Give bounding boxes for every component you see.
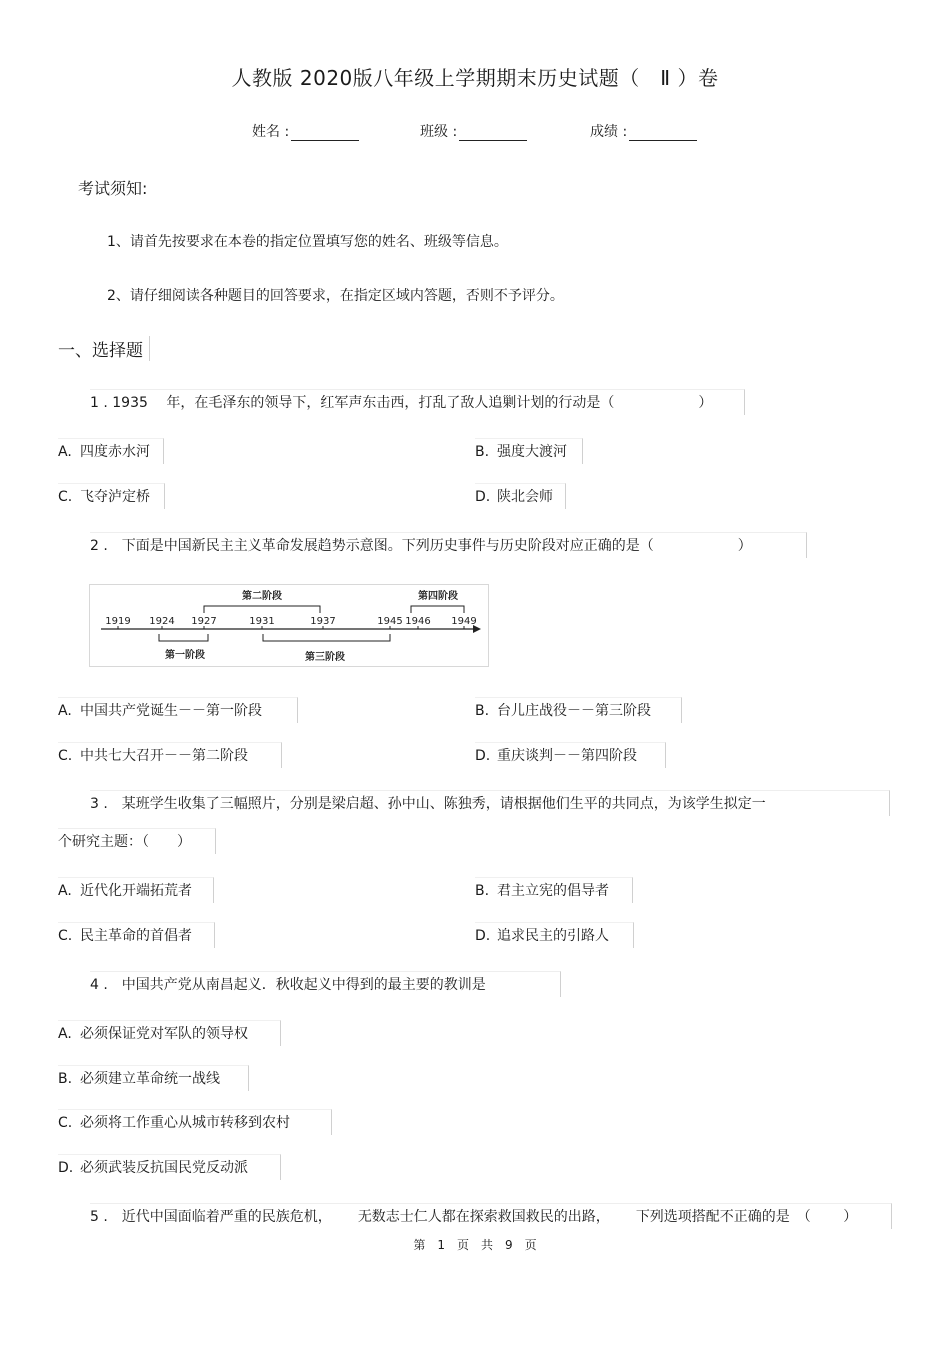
year-label: 1946 xyxy=(405,616,431,627)
stage2-bracket xyxy=(204,606,320,613)
notice-item: 2、请仔细阅读各种题目的回答要求，在指定区域内答题，否则不予评分。 xyxy=(107,288,564,304)
option-letter: C. xyxy=(58,489,73,505)
year-label: 1945 xyxy=(377,616,403,627)
name-field[interactable] xyxy=(252,121,359,141)
question-stem-3-cont: 个研究主题：（ ） xyxy=(58,828,216,854)
question-stem-2: 2 . 下面是中国新民主主义革命发展趋势示意图。下列历史事件与历史阶段对应正确的是（ ） xyxy=(90,532,807,558)
name-label: 姓名 : xyxy=(252,124,290,140)
option-text: 必须将工作重心从城市转移到农村 xyxy=(80,1115,290,1131)
name-blank[interactable] xyxy=(291,126,359,141)
option-1d[interactable] xyxy=(475,483,566,509)
option-1c[interactable] xyxy=(58,483,165,509)
option-3d[interactable] xyxy=(475,922,634,948)
option-2a[interactable] xyxy=(58,697,298,723)
option-letter: C. xyxy=(58,1115,73,1131)
option-letter: A. xyxy=(58,1026,72,1042)
option-letter: D. xyxy=(475,748,491,764)
option-text: 必须建立革命统一战线 xyxy=(80,1071,220,1087)
option-text: 中共七大召开－－第二阶段 xyxy=(80,748,248,764)
question-stem-5-part: 下列选项搭配不正确的是 （ ） xyxy=(635,1209,858,1225)
stage4-bracket xyxy=(411,606,464,613)
option-text: 陕北会师 xyxy=(497,489,553,505)
year-label: 1919 xyxy=(105,616,131,627)
option-4d[interactable] xyxy=(58,1154,281,1180)
option-4a[interactable] xyxy=(58,1020,281,1046)
option-text: 必须武装反抗国民党反动派 xyxy=(80,1160,248,1176)
option-text: 强度大渡河 xyxy=(497,444,567,460)
option-letter: B. xyxy=(58,1071,73,1087)
option-3b[interactable] xyxy=(475,877,633,903)
option-2c[interactable] xyxy=(58,742,282,768)
stage4-label: 第四阶段 xyxy=(418,591,458,602)
option-text: 重庆谈判－－第四阶段 xyxy=(497,748,637,764)
option-letter: B. xyxy=(475,703,490,719)
option-2b[interactable] xyxy=(475,697,682,723)
class-label: 班级 : xyxy=(420,124,458,140)
option-3a[interactable] xyxy=(58,877,214,903)
option-2d[interactable] xyxy=(475,742,666,768)
option-letter: D. xyxy=(475,489,491,505)
year-label: 1949 xyxy=(451,616,477,627)
option-letter: C. xyxy=(58,928,73,944)
option-text: 飞夺泸定桥 xyxy=(80,489,150,505)
question-stem-5-part: 无数志士仁人都在探索救国救民的出路， xyxy=(357,1209,610,1225)
option-text: 中国共产党诞生－－第一阶段 xyxy=(80,703,262,719)
stage3-label: 第三阶段 xyxy=(305,652,345,663)
question-stem-5-part: 5 . 近代中国面临着严重的民族危机， xyxy=(90,1209,332,1225)
question-stem-1: 1 . 1935 年，在毛泽东的领导下，红军声东击西，打乱了敌人追剿计划的行动是（ ） xyxy=(90,389,745,415)
year-label: 1924 xyxy=(149,616,175,627)
option-text: 追求民主的引路人 xyxy=(497,928,609,944)
year-label: 1927 xyxy=(191,616,217,627)
timeline-figure xyxy=(89,584,489,667)
question-stem-3: 3 . 某班学生收集了三幅照片，分别是梁启超、孙中山、陈独秀，请根据他们生平的共同点，为该学生拟定一 xyxy=(90,790,890,816)
page-title: 人教版 2020版八年级上学期期末历史试题（ Ⅱ ）卷 xyxy=(231,66,719,90)
option-text: 近代化开端拓荒者 xyxy=(80,883,192,899)
option-letter: A. xyxy=(58,883,72,899)
option-letter: B. xyxy=(475,883,490,899)
stage1-label: 第一阶段 xyxy=(165,650,205,661)
stage1-bracket xyxy=(159,634,208,641)
option-letter: A. xyxy=(58,703,72,719)
stage2-label: 第二阶段 xyxy=(242,591,282,602)
option-text: 君主立宪的倡导者 xyxy=(497,883,609,899)
question-stem-4: 4 . 中国共产党从南昌起义．秋收起义中得到的最主要的教训是 xyxy=(90,971,561,997)
option-1a[interactable] xyxy=(58,438,164,464)
score-field[interactable] xyxy=(590,121,697,141)
option-4c[interactable] xyxy=(58,1109,332,1135)
question-stem-5 xyxy=(90,1203,892,1229)
year-label: 1931 xyxy=(249,616,275,627)
notice-heading: 考试须知: xyxy=(78,179,148,198)
section-title: 一、选择题 xyxy=(58,336,150,361)
option-letter: D. xyxy=(58,1160,74,1176)
option-1b[interactable] xyxy=(475,438,583,464)
notice-item: 1、请首先按要求在本卷的指定位置填写您的姓名、班级等信息。 xyxy=(107,234,508,250)
score-label: 成绩 : xyxy=(590,124,628,140)
class-field[interactable] xyxy=(420,121,527,141)
option-letter: A. xyxy=(58,444,72,460)
year-label: 1937 xyxy=(310,616,336,627)
option-text: 必须保证党对军队的领导权 xyxy=(80,1026,248,1042)
option-text: 四度赤水河 xyxy=(80,444,150,460)
stage3-bracket xyxy=(263,634,390,641)
option-text: 台儿庄战役－－第三阶段 xyxy=(497,703,651,719)
page-number: 第 1 页 共 9 页 xyxy=(413,1238,537,1252)
option-3c[interactable] xyxy=(58,922,215,948)
option-4b[interactable] xyxy=(58,1065,249,1091)
score-blank[interactable] xyxy=(629,126,697,141)
option-letter: D. xyxy=(475,928,491,944)
option-text: 民主革命的首倡者 xyxy=(80,928,192,944)
class-blank[interactable] xyxy=(459,126,527,141)
option-letter: C. xyxy=(58,748,73,764)
option-letter: B. xyxy=(475,444,490,460)
